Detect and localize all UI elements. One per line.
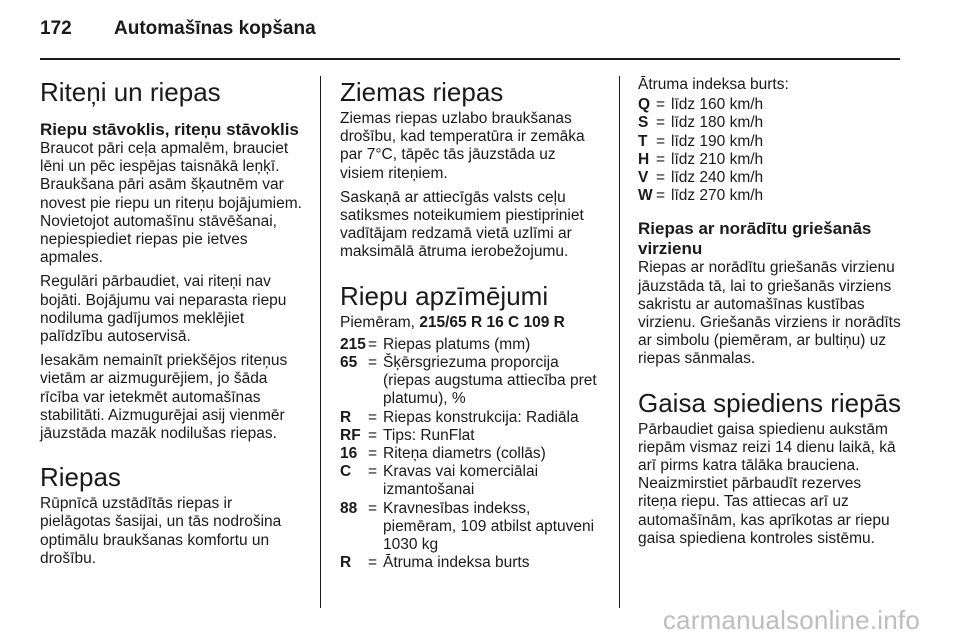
list-item bbox=[638, 96, 902, 114]
section-title-tyre-designations: Riepu apzīmējumi bbox=[340, 280, 549, 311]
paragraph: Riepas ar norādītu griešanās virzienu jāuzstāda tā, lai to griešanās virziens sakristu ar automašīnas kustības virzienu. Griešanās virziens ir norādīts ar simbolu (piemēram, ar bultiņu) uz riepas sānmalas. bbox=[638, 259, 901, 368]
equals-sign: = bbox=[656, 96, 666, 114]
column-2 bbox=[340, 76, 602, 572]
equals-sign: = bbox=[368, 554, 378, 572]
item-key: V bbox=[638, 169, 649, 187]
equals-sign: = bbox=[656, 169, 666, 187]
item-value: Tips: RunFlat bbox=[383, 426, 475, 444]
equals-sign: = bbox=[368, 354, 378, 372]
speed-index-intro: Ātruma indeksa burts: bbox=[638, 76, 789, 93]
column-3 bbox=[638, 76, 902, 554]
equals-sign: = bbox=[656, 187, 666, 205]
item-value: Riepas konstrukcija: Radiāla bbox=[383, 408, 579, 426]
item-key: 88 bbox=[340, 499, 358, 517]
section-title-tyre-pressure: Gaisa spiediens riepās bbox=[638, 387, 902, 418]
equals-sign: = bbox=[368, 499, 378, 517]
example-line bbox=[340, 314, 602, 332]
item-key: 215 bbox=[340, 335, 366, 353]
watermark: carmanualsonline.info bbox=[662, 605, 920, 635]
example-value: 215/65 R 16 C 109 R bbox=[419, 313, 565, 331]
spacer bbox=[40, 449, 302, 461]
heading-directional-tyres: Riepas ar norādītu griešanās virzienu bbox=[638, 219, 872, 259]
list-item bbox=[638, 133, 902, 151]
item-key: Q bbox=[638, 96, 651, 114]
paragraph: Regulāri pārbaudiet, vai riteņi nav bojāti. Bojājumu vai neparasta riepu nodiluma gadījumos meklējiet palīdzību autoservisā. bbox=[40, 273, 287, 346]
paragraph: Rūpnīcā uzstādītās riepas ir pielāgotas šasijai, un tās nodrošina optimālu braukšanas komfortu un drošību. bbox=[40, 495, 282, 567]
item-value: līdz 270 km/h bbox=[671, 187, 764, 205]
item-value: līdz 240 km/h bbox=[671, 169, 764, 187]
equals-sign: = bbox=[656, 114, 666, 132]
list-item bbox=[340, 500, 602, 555]
column-1 bbox=[40, 76, 302, 574]
item-key: C bbox=[340, 463, 352, 481]
section-title-tyres: Riepas bbox=[40, 462, 121, 493]
item-key: R bbox=[340, 408, 352, 426]
list-item bbox=[340, 554, 602, 572]
item-value: līdz 190 km/h bbox=[671, 132, 764, 150]
item-value: Ātruma indeksa burts bbox=[383, 554, 530, 572]
list-item bbox=[340, 463, 602, 499]
equals-sign: = bbox=[368, 426, 378, 444]
equals-sign: = bbox=[368, 445, 378, 463]
header-rule bbox=[40, 58, 900, 60]
page-number: 172 bbox=[40, 18, 72, 39]
list-item bbox=[340, 336, 602, 354]
item-value: Kravas vai komerciālai izmantošanai bbox=[383, 463, 539, 499]
spacer bbox=[638, 375, 902, 387]
item-key: R bbox=[340, 554, 352, 572]
list-item bbox=[638, 151, 902, 169]
item-value: Šķērsgriezuma proporcija (riepas augstuma attiecība pret platumu), % bbox=[383, 354, 597, 408]
paragraph: Braucot pāri ceļa apmalēm, brauciet lēni un pēc iespējas taisnākā leņķī. Braukšana pāri asām šķautnēm var novest pie riepu un riteņu bojājumiem. Novietojot automašīnu stāvēšanai, nepiespiediet riepas pie ietves apmales. bbox=[40, 140, 302, 267]
equals-sign: = bbox=[368, 408, 378, 426]
list-item bbox=[340, 445, 602, 463]
paragraph: Saskaņā ar attiecīgās valsts ceļu satiksmes noteikumiem piestipriniet vadītājam redzamā vietā uzlīmi ar maksimālā ātruma ierobežojumu. bbox=[340, 188, 584, 261]
list-item bbox=[340, 354, 602, 409]
list-item bbox=[638, 114, 902, 132]
section-title-wheels-tyres: Riteņi un riepas bbox=[40, 77, 221, 107]
column-divider-1 bbox=[320, 76, 321, 608]
item-value: Riepas platums (mm) bbox=[383, 335, 531, 353]
item-key: S bbox=[638, 114, 649, 132]
equals-sign: = bbox=[368, 335, 378, 353]
equals-sign: = bbox=[368, 463, 378, 481]
item-value: līdz 160 km/h bbox=[671, 96, 764, 114]
column-divider-2 bbox=[619, 76, 620, 608]
item-value: līdz 210 km/h bbox=[671, 150, 764, 168]
item-key: H bbox=[638, 150, 650, 168]
item-key: W bbox=[638, 187, 653, 205]
list-item bbox=[340, 427, 602, 445]
heading-tyre-condition: Riepu stāvoklis, riteņu stāvoklis bbox=[40, 120, 299, 139]
item-value: līdz 180 km/h bbox=[671, 114, 764, 132]
paragraph: Iesakām nemainīt priekšējos riteņus vietām ar aizmugurējiem, jo šāda rīcība var ietekmēt automašīnas stabilitāti. Aizmugurējai asij vienmēr jāuzstāda mazāk nodilušas riepas. bbox=[40, 352, 288, 443]
paragraph: Pārbaudiet gaisa spiedienu aukstām riepām vismaz reizi 14 dienu laikā, kā arī pirms katra tālāka brauciena. Neaizmirstiet pārbaudīt rezerves riteņa riepu. Tas attiecas arī uz automašīnām, kas aprīkotas ar riepu gaisa spiediena kontroles sistēmu. bbox=[638, 420, 896, 547]
paragraph: Ziemas riepas uzlabo braukšanas drošību, kad temperatūra ir zemāka par 7°C, tāpēc tās jāuzstāda uz visiem riteņiem. bbox=[340, 110, 585, 182]
page-header bbox=[40, 18, 316, 40]
spacer bbox=[340, 268, 602, 280]
equals-sign: = bbox=[656, 150, 666, 168]
spacer bbox=[638, 205, 902, 219]
section-title-winter-tyres: Ziemas riepas bbox=[340, 77, 504, 107]
item-key: 65 bbox=[340, 354, 358, 372]
equals-sign: = bbox=[656, 132, 666, 150]
item-key: RF bbox=[340, 426, 361, 444]
chapter-title: Automašīnas kopšana bbox=[114, 18, 316, 39]
speed-index-list bbox=[638, 96, 902, 205]
item-value: Riteņa diametrs (collās) bbox=[383, 445, 546, 463]
example-label: Piemēram, bbox=[340, 313, 420, 331]
list-item bbox=[638, 187, 902, 205]
list-item bbox=[340, 409, 602, 427]
item-key: 16 bbox=[340, 445, 358, 463]
item-key: T bbox=[638, 132, 648, 150]
item-value: Kravnesības indekss, piemēram, 109 atbilst aptuveni 1030 kg bbox=[383, 499, 595, 554]
list-item bbox=[638, 169, 902, 187]
designation-list bbox=[340, 336, 602, 573]
